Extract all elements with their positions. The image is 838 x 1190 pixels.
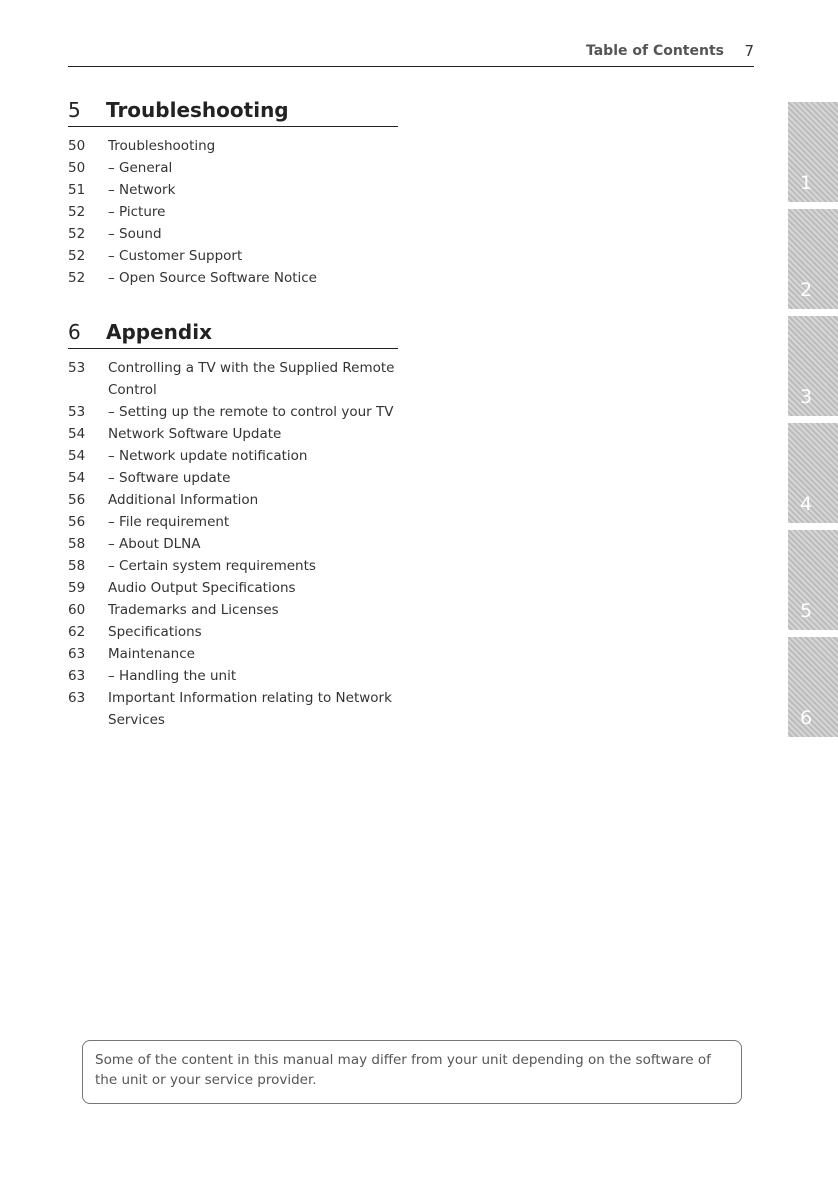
toc-page: 50 — [68, 160, 86, 176]
toc-page: 63 — [68, 668, 86, 684]
chapter-tab-4[interactable] — [788, 423, 838, 523]
toc-text: – Handling the unit — [108, 668, 237, 684]
toc-text: – Network update notification — [108, 448, 308, 464]
chapter-tab-2[interactable] — [788, 209, 838, 309]
toc-text: – About DLNA — [108, 536, 201, 552]
toc-text: Important Information relating to Network Services — [108, 690, 392, 728]
toc-entries — [68, 135, 398, 289]
toc-text: – Customer Support — [108, 248, 243, 264]
toc-page: 63 — [68, 690, 86, 706]
toc-page: 63 — [68, 646, 86, 662]
toc-text: – Network — [108, 182, 176, 198]
toc-text: – General — [108, 160, 173, 176]
toc-text: Troubleshooting — [108, 138, 216, 154]
page-header — [68, 40, 754, 67]
toc-page: 52 — [68, 248, 86, 264]
toc-entry[interactable] — [68, 621, 398, 643]
toc-entry[interactable] — [68, 665, 398, 687]
chapter-tab-number: 2 — [800, 279, 813, 301]
toc-entry[interactable] — [68, 577, 398, 599]
toc-text: – Certain system requirements — [108, 558, 316, 574]
chapter-tab-number: 1 — [800, 172, 813, 194]
section-troubleshooting — [68, 100, 398, 289]
section-heading — [68, 322, 398, 349]
toc-entry[interactable] — [68, 445, 398, 467]
section-title: Troubleshooting — [106, 98, 289, 122]
toc-text: Network Software Update — [108, 426, 282, 442]
toc-text: – Setting up the remote to control your TV — [108, 404, 394, 420]
toc-page: 59 — [68, 580, 86, 596]
toc-page: 52 — [68, 204, 86, 220]
toc-page: 51 — [68, 182, 86, 198]
toc-page: 58 — [68, 536, 86, 552]
chapter-tab-5[interactable] — [788, 530, 838, 630]
note-box: Some of the content in this manual may differ from your unit depending on the software of the unit or your service provider. — [82, 1040, 742, 1104]
chapter-tab-number: 5 — [800, 600, 813, 622]
toc-text: – Software update — [108, 470, 231, 486]
toc-entry[interactable] — [68, 555, 398, 577]
chapter-tabs — [788, 102, 838, 744]
toc-entry[interactable] — [68, 533, 398, 555]
section-heading — [68, 100, 398, 127]
chapter-tab-6[interactable] — [788, 637, 838, 737]
toc-text: Specifications — [108, 624, 202, 640]
page-number: 7 — [744, 42, 754, 60]
toc-text: Audio Output Specifications — [108, 580, 296, 596]
toc-text: Additional Information — [108, 492, 259, 508]
chapter-tab-number: 4 — [800, 493, 813, 515]
toc-entry[interactable] — [68, 201, 398, 223]
toc-text: – Open Source Software Notice — [108, 270, 317, 286]
toc-page: 56 — [68, 514, 86, 530]
section-number: 5 — [68, 98, 81, 122]
toc-page: 58 — [68, 558, 86, 574]
toc-text: Controlling a TV with the Supplied Remote Control — [108, 360, 395, 398]
toc-text: Maintenance — [108, 646, 195, 662]
toc-text: – Picture — [108, 204, 166, 220]
toc-entry[interactable] — [68, 423, 398, 445]
chapter-tab-1[interactable] — [788, 102, 838, 202]
toc-entry[interactable] — [68, 267, 398, 289]
section-appendix — [68, 322, 398, 731]
toc-entry[interactable] — [68, 687, 398, 731]
toc-entry[interactable] — [68, 599, 398, 621]
toc-page: 54 — [68, 470, 86, 486]
toc-text: Trademarks and Licenses — [108, 602, 279, 618]
section-number: 6 — [68, 320, 81, 344]
toc-page: 53 — [68, 404, 86, 420]
toc-page: 60 — [68, 602, 86, 618]
chapter-tab-3[interactable] — [788, 316, 838, 416]
toc-entry[interactable] — [68, 157, 398, 179]
toc-page: 52 — [68, 270, 86, 286]
toc-entry[interactable] — [68, 401, 398, 423]
toc-page: 62 — [68, 624, 86, 640]
toc-page: 54 — [68, 448, 86, 464]
toc-entry[interactable] — [68, 223, 398, 245]
toc-entry[interactable] — [68, 511, 398, 533]
section-title: Appendix — [106, 320, 212, 344]
toc-page: 56 — [68, 492, 86, 508]
toc-page: 53 — [68, 360, 86, 376]
toc-entry[interactable] — [68, 467, 398, 489]
toc-text: – Sound — [108, 226, 162, 242]
toc-page: 50 — [68, 138, 86, 154]
toc-entry[interactable] — [68, 489, 398, 511]
toc-entry[interactable] — [68, 643, 398, 665]
toc-text: – File requirement — [108, 514, 230, 530]
chapter-tab-number: 6 — [800, 707, 813, 729]
toc-page: 52 — [68, 226, 86, 242]
toc-entries — [68, 357, 398, 731]
toc-entry[interactable] — [68, 179, 398, 201]
toc-entry[interactable] — [68, 245, 398, 267]
header-title: Table of Contents — [585, 43, 724, 59]
toc-entry[interactable] — [68, 135, 398, 157]
toc-page: 54 — [68, 426, 86, 442]
chapter-tab-number: 3 — [800, 386, 813, 408]
toc-entry[interactable] — [68, 357, 398, 401]
